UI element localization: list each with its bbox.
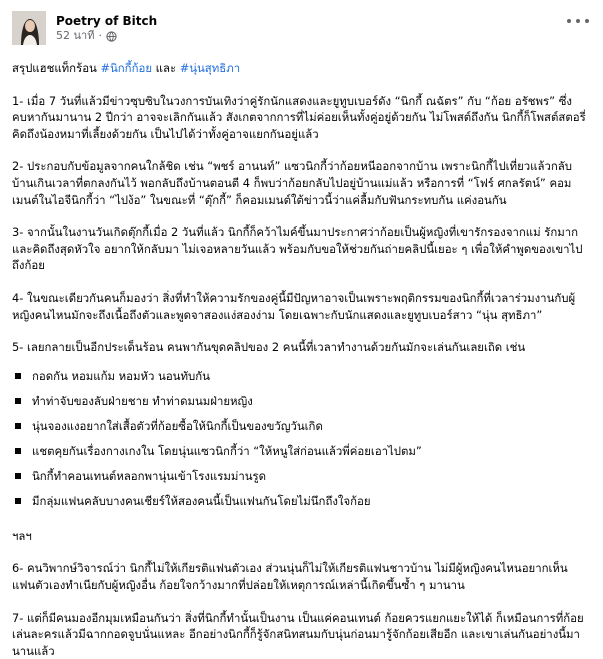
list-item (12, 468, 589, 493)
more-options-icon[interactable] (567, 14, 589, 28)
post-header-text (56, 13, 157, 43)
hashtag-noon-sutthipha[interactable]: #นุ่นสุทธิภา (180, 61, 240, 75)
bullet-square-icon (15, 448, 21, 454)
page-name[interactable]: Poetry of Bitch (56, 13, 157, 29)
globe-icon (106, 31, 117, 42)
paragraph-4: 4- ในขณะเดียวกันคนก็มองว่า สิ่งที่ทำให้ความรักของคู่นี้มีปัญหาอาจเป็นเพราะพฤติกรรมของนิกกี้ที่เวลาร่วมงานกับผู้หญิงคนไหนมักจะถึงเนื้อถึงตัวและพูดจาสองแง่สองง่าม โดยเฉพาะกับนักแสดงและยูทูบเบอร์สาว “นุ่น สุทธิภา” (12, 290, 589, 323)
bullet-square-icon (15, 498, 21, 504)
list-item-text: แชตคุยกันเรื่องกางเกงใน โดยนุ่นแซวนิกกี้ว่า “ให้หนูใส่ก่อนแล้วพี่ค่อยเอาไปตม” (32, 443, 422, 460)
post-header (12, 8, 589, 48)
list-item (12, 493, 589, 518)
meta-separator: · (98, 29, 102, 43)
post-meta (56, 29, 157, 43)
list-item (12, 418, 589, 443)
list-item-text: มีกลุ่มแฟนคลับบางคนเชียร์ให้สองคนนี้เป็นแฟนกันโดยไม่นึกถึงใจก้อย (32, 493, 371, 510)
list-item-text: กอดกัน หอมแก้ม หอมหัว นอนทับกัน (32, 368, 210, 385)
paragraph-7: 7- แต่ก็มีคนมองอีกมุมเหมือนกันว่า สิ่งที่นิกกี้ทำนั้นเป็นงาน เป็นแค่คอนเทนต์ ก้อยควรแยกแยะให้ได้ ก็เหมือนการที่ก้อยเล่นละครแล้วมีฉากกอดจูบนั่นแหละ อีกอย่างนิกกี้ก็รู้จักสนิทสนมกับนุ่นก่อนมารู้จักก้อยเสียอีก และเขาเล่นกันอย่างนี้มานานแล้ว (12, 610, 589, 659)
hashtag-nikki-koi[interactable]: #นิกกี้ก้อย (100, 61, 152, 75)
post-timestamp[interactable]: 52 นาที (56, 29, 94, 43)
bullet-square-icon (15, 398, 21, 404)
bullet-square-icon (15, 373, 21, 379)
list-item (12, 368, 589, 393)
list-item (12, 393, 589, 418)
paragraph-2: 2- ประกอบกับข้อมูลจากคนใกล้ชิด เช่น “พชร์ อานนท์” แซวนิกกี้ว่าก้อยหนีออกจากบ้าน เพราะนิกกี้ไปเที่ยวแล้วกลับบ้านเกินเวลาที่ตกลงกันไว้ พอกลับถึงบ้านตอนตี 4 ก็พบว่าก้อยกลับไปอยู่บ้านแม่แล้ว หรือการที่ “โฟร์ ศกลรัตน์” คอมเมนต์ในไอจีนิกกี้ว่า “ไปง้อ” ในขณะที่ “ตุ๊กกี้” ก็คอมเมนต์ใต้ข่าวนี้ว่าแค่ลื้มกับฟันกระทบกัน แค่งอนกัน (12, 158, 589, 208)
etc-line: ฯลฯ (12, 528, 589, 545)
bullet-square-icon (15, 423, 21, 429)
paragraph-1: 1- เมื่อ 7 วันที่แล้วมีข่าวซุบซิบในวงการบันเทิงว่าคู่รักนักแสดงและยูทูบเบอร์ดัง “นิกกี้ ณฉัตร” กับ “ก้อย อรัชพร” ซึ่งคบหากันมานาน 2 ปีกว่า อาจจะเลิกกันแล้ว สังเกตจากการที่ไม่ค่อยเห็นทั้งคู่อยู่ด้วยกัน ไม่โพสต์ถึงกัน นิกกี้ก็โพสต์สตอรี่คิดถึงน้องหมาที่เลี้ยงด้วยกัน เป็นไปได้ว่าทั้งคู่อาจแยกกันอยู่แล้ว (12, 93, 589, 143)
intro-connector: และ (152, 61, 180, 75)
paragraph-5: 5- เลยกลายเป็นอีกประเด็นร้อน คนพากันขุดคลิปของ 2 คนนี้ที่เวลาทำงานด้วยกันมักจะเล่นกันเลยเถิด เช่น (12, 339, 589, 356)
post-body (12, 60, 589, 659)
list-item (12, 443, 589, 468)
paragraph-3: 3- จากนั้นในงานวันเกิดตุ๊กกี้เมื่อ 2 วันที่แล้ว นิกกี้ก็คว้าไมค์ขึ้นมาประกาศว่าก้อยเป็นผู้หญิงที่เขารักรองจากแม่ รักมากและคิดถึงสุดหัวใจ อยากให้กลับมา ไม่เจอหลายวันแล้ว พร้อมกับขอให้ช่วยกันถ่ายคลิปนี้เยอะ ๆ เพื่อให้คำพูดของเขาไปถึงก้อย (12, 224, 589, 274)
page-avatar[interactable] (12, 11, 46, 45)
intro-text: สรุปแฮชแท็กร้อน (12, 61, 100, 75)
avatar-image-icon (12, 11, 46, 45)
list-item-text: ทำท่าจับของลับฝ่ายชาย ทำท่าดมนมฝ่ายหญิง (32, 393, 253, 410)
list-item-text: นุ่นจองแงอยากใส่เสื้อตัวที่ก้อยซื้อให้นิกกี้เป็นของขวัญวันเกิด (32, 418, 323, 435)
list-item-text: นิกกี้ทำคอนเทนต์หลอกพานุ่นเข้าโรงแรมม่านรูด (32, 468, 266, 485)
bullet-list (12, 368, 589, 518)
paragraph-6: 6- คนวิพากษ์วิจารณ์ว่า นิกกี้ไม่ให้เกียรติแฟนตัวเอง ส่วนนุ่นก็ไม่ให้เกียรติแฟนชาวบ้าน ไม่มีผู้หญิงคนไหนอยากเห็นแฟนตัวเองทำเนียกับผู้หญิงอื่น ก้อยใจกว้างมากที่ปล่อยให้เหตุการณ์เหล่านี้เกิดขึ้นซ้ำ ๆ มานาน (12, 560, 589, 593)
post-intro (12, 60, 589, 77)
bullet-square-icon (15, 473, 21, 479)
